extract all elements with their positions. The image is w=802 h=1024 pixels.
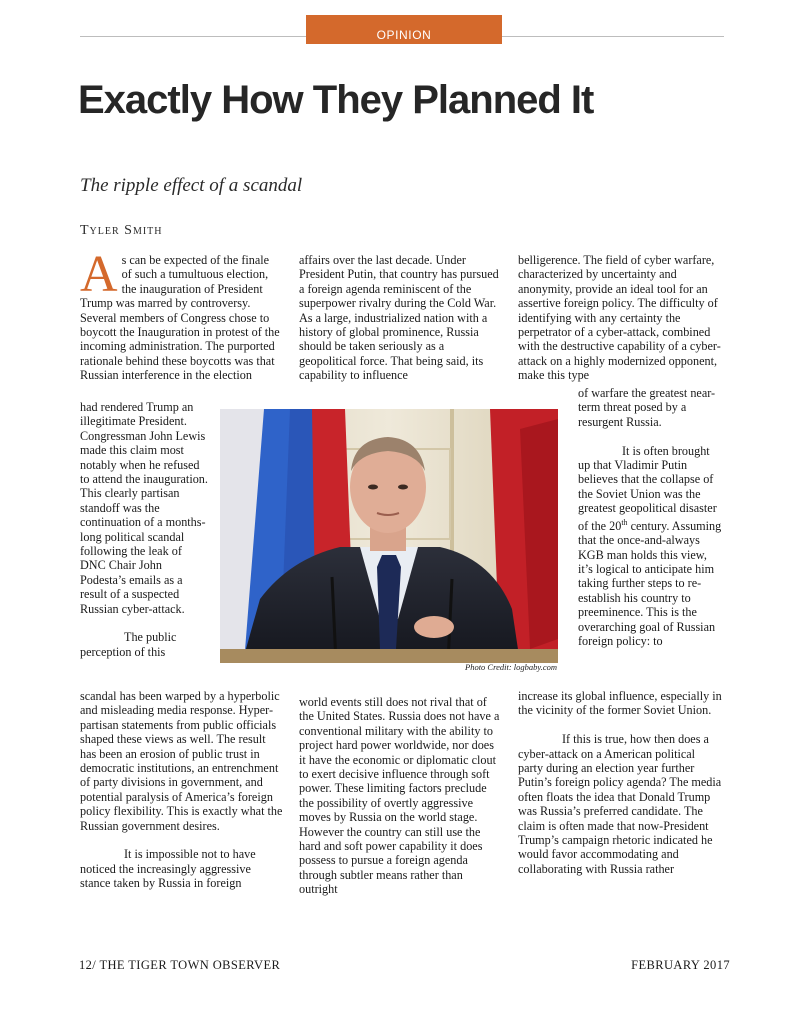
column-1-top — [80, 246, 282, 383]
column-3-wrap — [578, 386, 722, 648]
footer-date: FEBRUARY 2017 — [631, 958, 730, 972]
column-3-paragraph: increase its global influence, especially in the vicinity of the former Soviet Union. — [518, 689, 722, 718]
column-3-bottom — [518, 689, 722, 876]
column-1-bottom — [80, 689, 284, 891]
section-label: OPINION — [306, 15, 502, 44]
column-1-paragraph: The public perception of this — [80, 630, 177, 659]
column-2-paragraph: affairs over the last decade. Under President Putin, that country has pursued a foreign agenda reminiscent of the superpower rivalry during the Cold War. As a large, industrialized nation with a history of global prominence, Russia should be taken seriously as a geopolitical force. That being said, its capability to influence — [299, 253, 499, 383]
column-2-top — [299, 253, 502, 383]
header-rule-left — [80, 36, 306, 37]
column-1-paragraph: It is impossible not to have noticed the increasingly aggressive stance taken by Russia in foreign — [80, 847, 256, 891]
ordinal-suffix: th — [621, 517, 628, 527]
photo-illustration — [220, 409, 558, 663]
column-1-paragraph: scandal has been warped by a hyperbolic and misleading media response. Hyper-partisan statements from public officials shaped these views as well. The result has been an erosion of public trust in democratic institutions, an entrenchment of party divisions in government, and potential paralysis of America’s foreign policy flexibility. This is exactly what the Russian government desires. — [80, 689, 283, 833]
column-1-paragraph: s can be expected of the finale of such a tumultuous election, the inauguration of President Trump was marred by controversy. Several members of Congress chose to boycott the Inauguration in protest of the incoming administration. The purported rationale behind these boycotts was that Russian interference in the election — [80, 253, 280, 383]
byline: Tyler Smith — [80, 223, 163, 238]
footer-publication: 12/ THE TIGER TOWN OBSERVER — [79, 958, 281, 972]
column-2-paragraph: world events still does not rival that of the United States. Russia does not have a conventional military with the ability to project hard power worldwide, nor does it have the economic or diplomatic clout to exert decisive influence through soft power. These limiting factors preclude the possibility of overtly aggressive moves by Russia on the world stage. However the country can still use the hard and soft power capability it does possess to pursue a foreign agenda through subtler means rather than outright — [299, 695, 500, 897]
column-3-paragraph: of warfare the greatest near-term threat posed by a resurgent Russia. — [578, 386, 716, 429]
drop-cap: A — [80, 246, 118, 303]
header-rule-right — [502, 36, 724, 37]
photo-credit: Photo Credit: logbaby.com — [465, 662, 557, 672]
column-1-wrap — [80, 400, 208, 659]
column-3-top — [518, 253, 722, 383]
column-3-paragraph: If this is true, how then does a cyber-attack on a American political party during an election year further Putin’s foreign policy agenda? The media often floats the idea that Donald Trump was Russia’s preferred candidate. The claim is often made that now-President Trump’s campaign rhetoric indicated he would favor accommodating and collaborating with Russia rather — [518, 732, 722, 876]
article-photo — [220, 409, 558, 663]
subhead: The ripple effect of a scandal — [80, 175, 303, 196]
column-3-paragraph: belligerence. The field of cyber warfare, characterized by uncertainty and anonymity, provide an ideal tool for an assertive foreign policy. The difficulty of identifying with any certainty the perpetrator of a cyber-attack, combined with the destructive capability of a cyber-attack on a highly modernized opponent, make this type — [518, 253, 721, 383]
headline: Exactly How They Planned It — [78, 78, 594, 122]
column-2-bottom — [299, 695, 503, 897]
column-1-paragraph: had rendered Trump an illegitimate President. Congressman John Lewis made this claim most notably when he refused to attend the inauguration. This clearly partisan standoff was the continuation of a months-long political scandal following the leak of DNC Chair John Podesta’s emails as a result of a suspected Russian cyber-attack. — [80, 400, 208, 616]
column-3-paragraph — [578, 444, 722, 649]
paragraph-text: century. Assuming that the once-and-always KGB man holds this view, it’s logical to anticipate him taking further steps to re-establish his country to preeminence. This is the overarching goal of Russian foreign policy: to — [578, 518, 722, 648]
paragraph-text: It is often brought up that Vladimir Putin believes that the collapse of the Soviet Union was the greatest geopolitical disaster of the 20 — [578, 443, 717, 533]
